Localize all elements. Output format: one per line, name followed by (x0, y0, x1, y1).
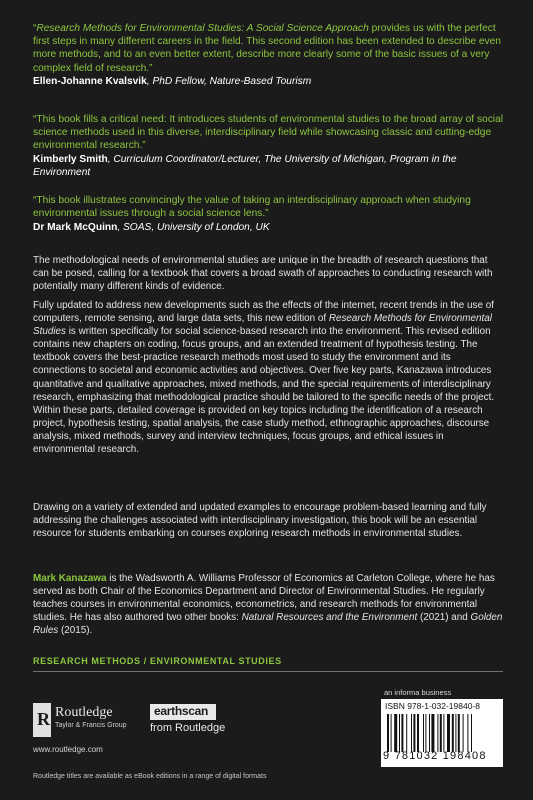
barcode-bar (394, 714, 397, 752)
barcode-bar (455, 714, 456, 752)
endorsement-1-role: , PhD Fellow, Nature-Based Tourism (146, 76, 312, 87)
barcode-bar (401, 714, 403, 752)
endorsement-3-name: Dr Mark McQuinn (33, 222, 118, 233)
endorsement-1-quote: “Research Methods for Environmental Studies: A Social Science Approach provides us with the perfect first steps in many different careers in the field. This second edition has been extended to describe even more methods, and to an even better extent, describe more clearly some of the basic issues of a very complex field of research.” (33, 23, 501, 74)
isbn-barcode (381, 699, 503, 767)
barcode-bar (437, 714, 438, 752)
endorsement-1-attribution (33, 75, 503, 88)
ebook-note: Routledge titles are available as eBook editions in a range of digital formats (33, 773, 267, 780)
earthscan-logo (150, 704, 216, 720)
para2-book-title: Research Methods for Environmental Studies (33, 313, 492, 338)
endorsement-2-quote: “This book fills a critical need: It introduces students of environmental studies to the broad array of social science methods used in this diverse, interdisciplinary field while showcasing classic and cutting-edge environmental research.” (33, 114, 503, 152)
barcode-bar (463, 714, 464, 752)
barcode-bar (452, 714, 454, 752)
author-bio (33, 572, 503, 637)
description-paragraph-2 (33, 299, 503, 456)
barcode-digits: 9 781032 198408 (383, 750, 487, 762)
barcode-bar (425, 714, 426, 752)
description-paragraph-1: The methodological needs of environmental studies are unique in the breadth of research questions that can be posed, calling for a textbook that covers a broad swath of approaches to conducting research with potentially many different kinds of evidence. (33, 255, 493, 293)
description-paragraph-3: Drawing on a variety of extended and updated examples to encourage problem-based learning and fully addressing the challenges associated with interdisciplinary investigation, this book will be an essential resource for students embarking on courses exploring research methods in environmental studies. (33, 502, 487, 540)
divider (33, 671, 503, 672)
endorsement-3-attribution (33, 221, 503, 234)
author-book-1: Natural Resources and the Environment (241, 612, 418, 624)
barcode-bar (458, 714, 460, 752)
barcode-bar (431, 714, 434, 752)
endorsement-3-role: , SOAS, University of London, UK (117, 222, 270, 233)
barcode-bar (399, 714, 400, 752)
author-book-2: Golden Rules (33, 612, 503, 637)
author-bio-text-a: is the Wadsworth A. Williams Professor of Economics at Carleton College, where he has served as both Chair of the Economics Department and Director of Environmental Studies. He regularly teaches courses in environmental economics, econometrics, and research methods for environmental studies. He has also authored two other books: (33, 573, 495, 624)
endorsement-3-quote: “This book illustrates convincingly the value of taking an interdisciplinary approach when studying environmental issues through a social science lens.” (33, 195, 471, 220)
endorsement-2-name: Kimberly Smith (33, 154, 108, 165)
barcode-bar (447, 714, 450, 752)
publisher-url: www.routledge.com (33, 745, 103, 754)
barcode-bar (417, 714, 419, 752)
endorsement-1-book-title: Research Methods for Environmental Studies: A Social Science Approach (36, 23, 369, 34)
publisher-name: Routledge (55, 705, 113, 720)
endorsement-2-attribution (33, 153, 503, 179)
earthscan-logo-text: earthscan (154, 704, 208, 718)
informa-tagline: an informa business (384, 688, 452, 697)
barcode-icon (387, 714, 497, 752)
routledge-logo-icon (33, 703, 51, 737)
para2-text-a: Fully updated to address new developments such as the effects of the internet, recent trends in the use of computers, remote sensing, and large data sets, this new edition of (33, 300, 494, 325)
subject-category: RESEARCH METHODS / ENVIRONMENTAL STUDIES (33, 656, 282, 666)
isbn-label: ISBN 978-1-032-19840-8 (385, 701, 480, 711)
para2-text-b: is written specifically for social science-based research into the environment. This revised edition contains new chapters on coding, focus groups, and an extended treatment of hypothesis testing. The textbook covers the best-practice research methods most used to study the environment and its connections to societal and economic activities and objectives. Over five key parts, Kanazawa introduces quantitative and qualitative approaches, mixed methods, and the special requirements of interdisciplinary research, emphasizing that methodological practice should be tailored to the specific needs of the project. Within these parts, detailed coverage is provided on key topics including the identification of a research project, hypothesis testing, spatial analysis, the case study method, ethnographic approaches, discourse analysis, mixed methods, survey and interview techniques, focus groups, and ethical issues in environmental research. (33, 326, 495, 456)
barcode-bar (406, 714, 407, 752)
barcode-bar (440, 714, 442, 752)
author-bio-text-b: (2021) and (417, 612, 471, 624)
barcode-bar (423, 714, 424, 752)
barcode-bar (387, 714, 389, 752)
endorsement-1-text: provides us with the perfect first steps in many different careers in the field. This second edition has been extended to describe even more methods, and to an even better extent, describe more clearly some of the basic issues of a very complex field of research.” (33, 23, 501, 74)
publisher-group: Taylor & Francis Group (55, 722, 127, 729)
author-name: Mark Kanazawa (33, 573, 107, 584)
barcode-bar (429, 714, 430, 752)
routledge-logo-letter: R (37, 709, 50, 729)
barcode-bar (391, 714, 392, 752)
barcode-bar (413, 714, 415, 752)
barcode-bar (443, 714, 444, 752)
author-bio-text-c: (2015). (58, 625, 93, 637)
barcode-bar (411, 714, 412, 752)
barcode-bar (471, 714, 472, 752)
barcode-bar (467, 714, 468, 752)
endorsement-2-role: , Curriculum Coordinator/Lecturer, The University of Michigan, Program in the Environment (33, 154, 457, 179)
imprint-from: from Routledge (150, 722, 226, 734)
endorsement-1-name: Ellen-Johanne Kvalsvik (33, 76, 147, 87)
